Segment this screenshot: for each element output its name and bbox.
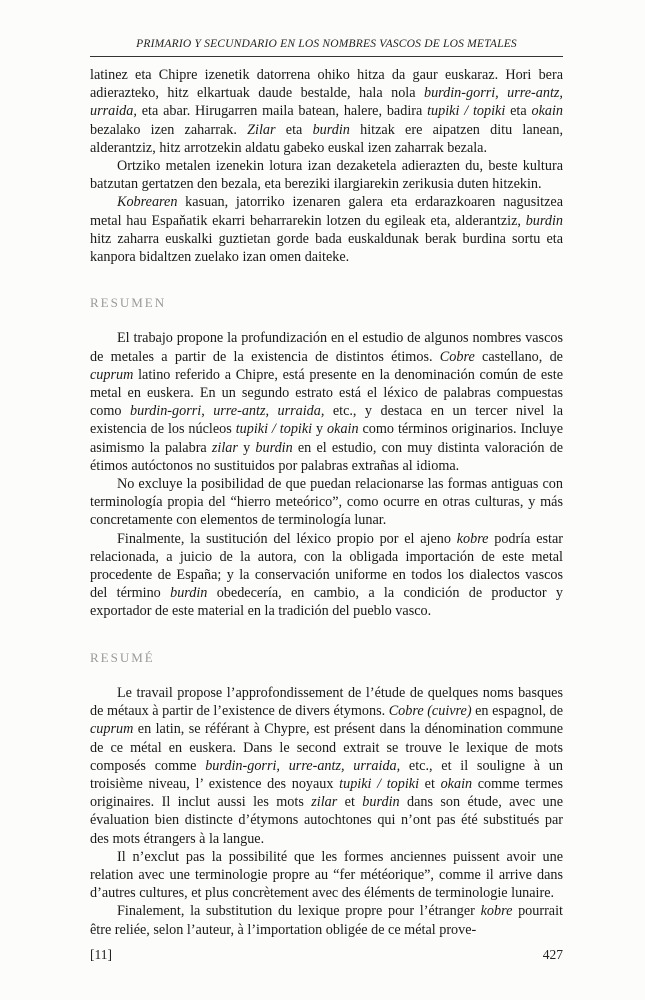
resumen-heading: RESUMEN <box>90 295 167 311</box>
resumen-paragraph-1 <box>90 329 563 475</box>
italic-term: burdin-gorri, urre-antz, urraida, <box>129 403 325 420</box>
text-run: en el estudio, con muy distinta valoración de étimos autóctonos no sustituidos por palabras extrañas al idioma. <box>90 439 564 474</box>
text-run: eta <box>505 103 532 120</box>
text-run: bezalako izen zaharrak. <box>90 121 248 138</box>
page-number: 427 <box>542 947 563 962</box>
text-run: latino referido a Chipre, está presente en la denominación común de este metal en euskera. En un segundo estrato está el léxico de palabras compuestas como <box>90 366 563 420</box>
text-run: Ortziko metalen izenekin lotura izan dezaketela adierazten du, beste kultura batzutan gertatzen den bezala, eta bereziki ilargiarekin zerikusia duten hitzekin. <box>90 158 563 193</box>
text-run: Le travail propose l’approfondissement de l’étude de quelques noms basques de métaux à partir de l’existence de divers étymons. <box>90 684 563 720</box>
header-rule <box>90 56 563 57</box>
italic-term: tupiki / topiki <box>339 775 420 792</box>
text-run: y <box>312 421 328 438</box>
text-run: eta <box>275 121 313 138</box>
resumen-paragraph-3 <box>90 530 563 621</box>
italic-term: tupiki / topiki <box>235 421 313 438</box>
resume-heading: RESUMÉ <box>90 649 155 665</box>
italic-term: Cobre <box>439 348 475 365</box>
italic-term: Kobrearen <box>117 194 178 211</box>
resumen-paragraph-2 <box>90 475 563 530</box>
italic-term: zilar <box>211 439 238 456</box>
italic-term: burdin-gorri, urre-antz, urraida, <box>90 85 563 120</box>
text-run: eta abar. Hirugarren maila batean, halere, badira <box>136 103 428 120</box>
page-content <box>90 66 563 939</box>
resume-paragraph-2 <box>90 848 563 903</box>
italic-term: cuprum <box>90 721 134 738</box>
italic-term: burdin <box>255 439 293 456</box>
text-run: obedecería, en cambio, a la condición de productor y exportador de este material en la tradición del pueblo vasco. <box>90 585 563 620</box>
text-run: El trabajo propone la profundización en el estudio de algunos nombres vascos de metales a partir de la existencia de distintos étimos. <box>90 330 563 365</box>
italic-term: burdin <box>525 212 563 229</box>
italic-term: burdin <box>312 121 350 138</box>
text-run: No excluye la posibilidad de que puedan relacionarse las formas antiguas con terminología propia del “hierro meteórico”, como ocurre en otras culturas, y más concretamente con elementos de terminología lunar. <box>90 476 563 529</box>
italic-term: burdin <box>170 585 208 602</box>
italic-term: okain <box>327 421 359 438</box>
text-run: latinez eta Chipre izenetik datorrena ohiko hitza da gaur euskaraz. Hori bera adierazteko, hitz elkartuak daude bestalde, hala nola <box>90 67 563 102</box>
running-header: PRIMARIO Y SECUNDARIO EN LOS NOMBRES VASCOS DE LOS METALES <box>136 38 517 50</box>
text-run: etc., y destaca en un tercer nivel la existencia de los núcleos <box>90 403 563 438</box>
text-run: comme termes originaires. Il inclut aussi les mots <box>90 775 563 811</box>
text-run: podría estar relacionada, a juicio de la autora, con la obligada importación de este metal procedente de España; y la conservación uniforme en todos los dialectos vascos del término <box>90 530 563 602</box>
text-run: hitzak ere aipatzen ditu lanean, alderantziz, hitz arrotzekin aldatu gabeko euskal izen zaharrak bezala. <box>90 121 563 156</box>
basque-paragraph-2 <box>90 157 563 193</box>
text-run: etc., et il souligne à un troisième niveau, l’ existence des noyaux <box>90 757 563 792</box>
italic-term: burdin-gorri, urre-antz, urraida, <box>205 757 401 774</box>
italic-term: kobre <box>480 903 513 920</box>
resume-paragraph-3 <box>90 902 563 938</box>
italic-term: burdin <box>362 794 400 811</box>
text-run: pourrait être reliée, selon l’auteur, à l’importation obligée de ce métal prove- <box>90 903 563 938</box>
italic-term: Zilar <box>247 121 276 138</box>
section-number: [11] <box>90 947 112 962</box>
italic-term: kobre <box>456 530 489 547</box>
text-run: et <box>419 775 441 792</box>
text-run: en latin, se référant à Chypre, est présent dans la dénomination commune de ce métal en euskera. Dans le second extrait se trouve le lexique de mots composés comme <box>90 721 563 774</box>
text-run: castellano, de <box>474 348 563 365</box>
text-run: y <box>237 439 256 456</box>
resume-paragraph-1 <box>90 684 563 848</box>
italic-term: okain <box>440 775 473 792</box>
text-run: dans son étude, avec une évaluation bien distincte d’étymons autochtones qui n’ont pas été substitués par des mots étrangers à la langue. <box>90 794 563 847</box>
text-run: en espagnol, de <box>471 703 564 720</box>
italic-term: okain <box>531 103 563 120</box>
italic-term: zilar <box>311 794 338 811</box>
italic-term: Cobre (cuivre) <box>388 703 472 720</box>
text-run: hitz zaharra euskalki guztietan gorde bada euskaldunak berak burdina sortu eta kanpora bidaltzen zuelako izan omen daiteke. <box>90 230 563 266</box>
text-run: kasuan, jatorriko izenaren galera eta erdarazkoaren nagusitzea metal hau Espaňatik ekarri beharrarekin lotzen du egileak eta, alderantziz, <box>90 194 563 229</box>
text-run: Finalmente, la sustitución del léxico propio por el ajeno <box>117 530 457 547</box>
italic-term: tupiki / topiki <box>427 103 506 120</box>
text-run: Il n’exclut pas la possibilité que les formes anciennes puissent avoir une relation avec une terminologie propre au “fer météorique”, comme il arrive dans d’autres cultures, et plus concrètement avec des éléments de terminologie lunaire. <box>90 848 563 902</box>
basque-paragraph-3 <box>90 193 563 266</box>
italic-term: cuprum <box>90 366 134 383</box>
text-run: como términos originarios. Incluye asimismo la palabra <box>90 421 563 456</box>
text-run: et <box>337 794 363 811</box>
text-run: Finalement, la substitution du lexique propre pour l’étranger <box>117 903 481 920</box>
basque-paragraph-1 <box>90 66 563 157</box>
